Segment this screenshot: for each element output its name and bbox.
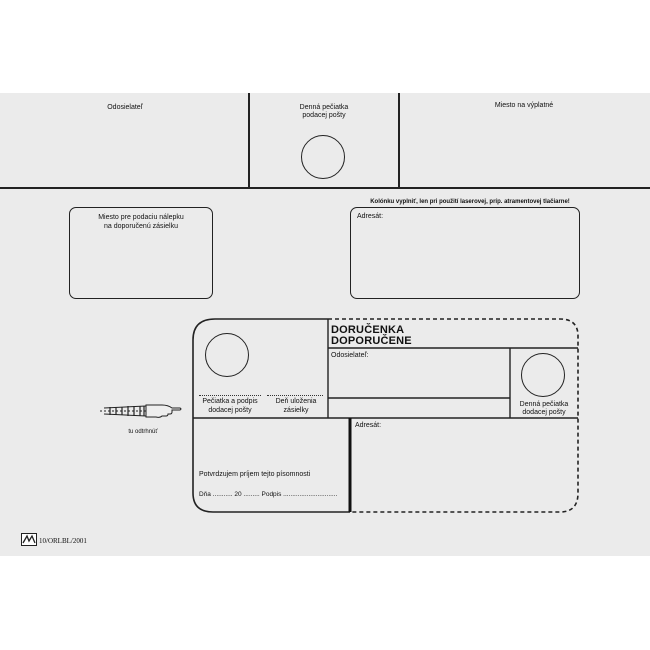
receipt-title-line2: DOPORUČENE <box>331 335 412 347</box>
storage-day-line2: zásielky <box>283 407 309 414</box>
right-date-stamp-circle <box>521 353 565 397</box>
label-area-line1: Miesto pre podaciu nálepku <box>98 214 184 221</box>
confirm-text: Potvrdzujem príjem tejto písomnosti <box>199 471 311 478</box>
receipt-title-line1: DORUČENKA <box>331 324 405 336</box>
sender-label: Odosielateľ <box>107 104 143 111</box>
fill-place-label: Miesto na výplatné <box>494 102 554 109</box>
form-code: 10/ORLBL/2001 <box>39 537 87 545</box>
stamp-label-line2: podacej pošty <box>302 112 346 119</box>
stamp-label-line1: Denná pečiatka <box>299 104 349 111</box>
storage-day-line1: Deň uloženia <box>275 398 317 405</box>
cut-here-label: tu odtrhnúť <box>128 429 158 435</box>
right-stamp-line1: Denná pečiatka <box>519 401 569 408</box>
storage-dotted-line <box>267 395 323 396</box>
address-label: Adresát: <box>357 213 384 220</box>
right-stamp-line2: dodacej pošty <box>522 409 566 416</box>
receipt-sender-label: Odosielateľ: <box>331 352 369 359</box>
address-instruction: Kolónku vyplniť, len pri použití laserovej, príp. atramentovej tlačiarne! <box>370 199 570 205</box>
post-logo-icon <box>21 533 37 546</box>
signature-dotted-line <box>199 395 261 396</box>
date-signature-line: Dňa ........... 20 ......... Podpis .............................. <box>199 491 338 498</box>
stamp-sign-line2: dodacej pošty <box>208 407 252 414</box>
stamp-sign-line1: Pečiatka a podpis <box>202 398 258 405</box>
receipt-addressee-label: Adresát: <box>355 422 382 429</box>
label-area-line2: na doporučenú zásielku <box>104 223 178 230</box>
delivery-stamp-circle <box>205 333 249 377</box>
